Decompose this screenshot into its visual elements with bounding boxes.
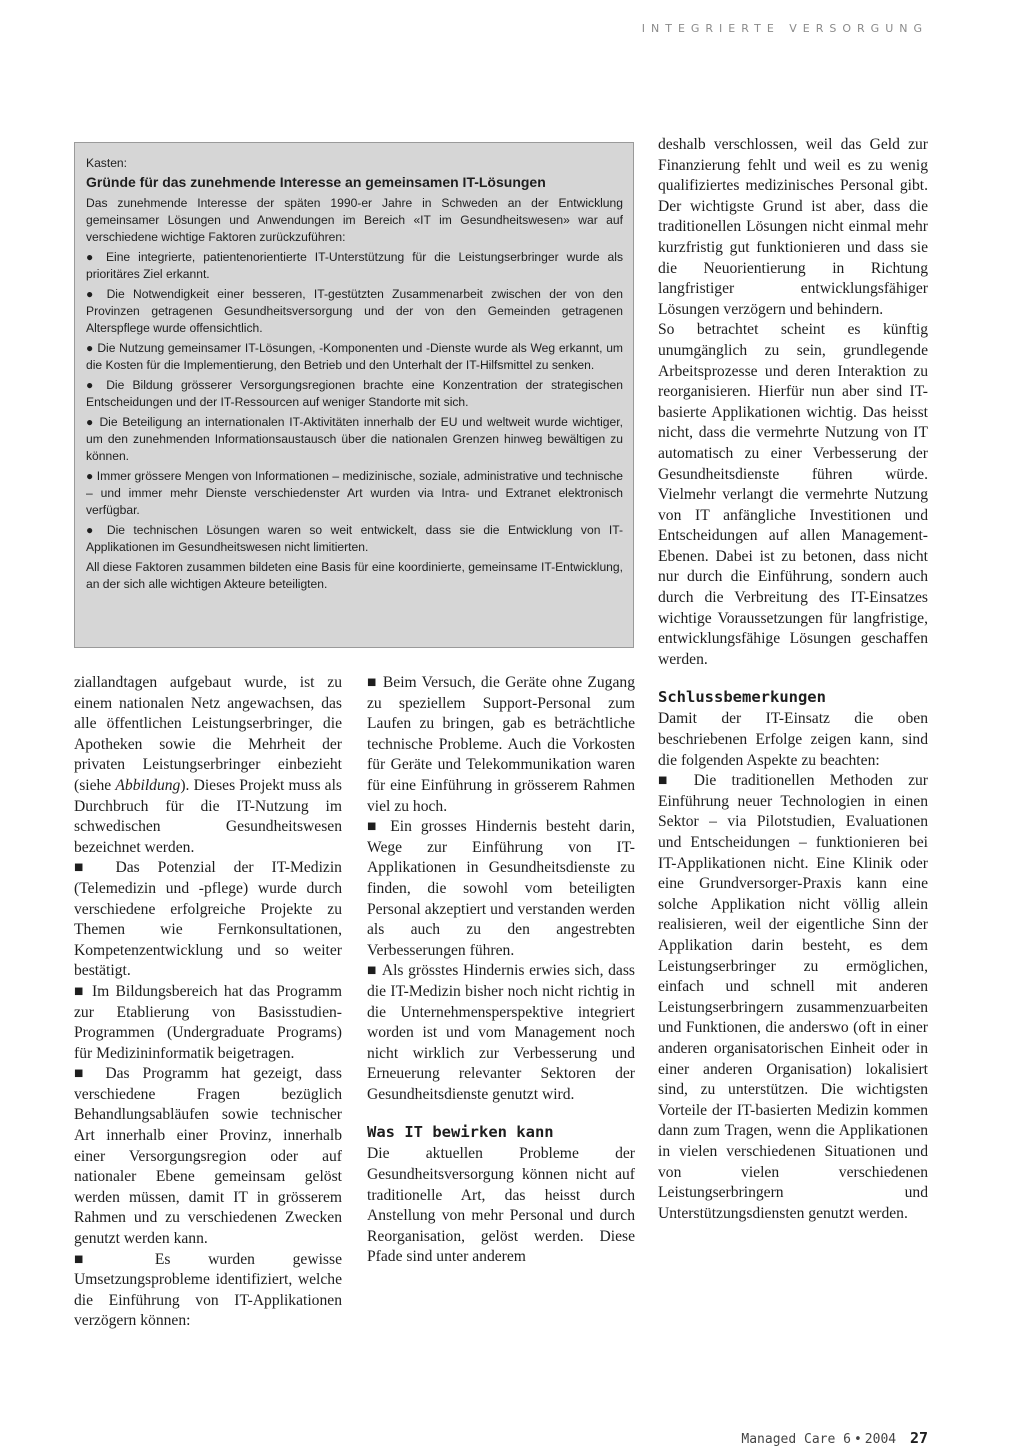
box-intro: Das zunehmende Interesse der späten 1990-er Jahre in Schweden an der Entwicklung gemeinsamer Lösungen und Anwendungen im Bereich «IT im Gesundheitswesen» war auf verschiedene wichtige Faktoren zurückzuführen: (86, 196, 623, 244)
bullet-paragraph: ■ Das Potenzial der IT-Medizin (Telemedizin und -pflege) wurde durch verschiedene erfolgreiche Projekte zu Themen wie Fernkonsultationen, Kompetenzentwicklung und so weiter bestätigt. (74, 858, 342, 982)
bullet-paragraph: ■ Es wurden gewisse Umsetzungsprobleme identifiziert, welche die Einführung von IT-Applikationen verzögern können: (74, 1250, 342, 1332)
box-list-item: ● Die Notwendigkeit einer besseren, IT-gestützten Zusammenarbeit zwischen der von den Provinzen getragenen Gesundheitsversorgung und der von den Gemeinden getragenen Alterspflege wurde offensichtlich. (86, 286, 623, 337)
paragraph: Die aktuellen Probleme der Gesundheitsversorgung können nicht auf traditionelle Art, das heisst durch Anstellung von mehr Personal und durch Reorganisation, gelöst werden. Diese Pfade sind unter anderem (367, 1145, 635, 1266)
paragraph (74, 673, 342, 858)
text-column-1 (74, 673, 342, 1393)
footer-separator: • (853, 1432, 862, 1447)
box-title: Gründe für das zunehmende Interesse an gemeinsamen IT-Lösungen (86, 174, 546, 190)
bullet-paragraph: ■ Im Bildungsbereich hat das Programm zur Etablierung von Basisstudien-Programmen (Undergraduate Programs) für Medizininformatik beigetragen. (74, 982, 342, 1064)
box-label: Kasten: (86, 156, 128, 170)
journal-name: Managed Care (741, 1432, 836, 1447)
bullet-paragraph: ■ Beim Versuch, die Geräte ohne Zugang zu speziellem Support-Personal zum Laufen zu bringen, gab es beträchtliche technische Probleme. Auch die Vorkosten für Geräte und Telekommunikation waren für eine Einführung in grösserem Rahmen viel zu hoch. (367, 673, 635, 817)
figure-reference: Abbildung (115, 776, 181, 794)
section-heading: Was IT bewirken kann (367, 1123, 554, 1142)
text-column-3 (658, 135, 928, 1395)
box-closing: All diese Faktoren zusammen bildeten eine Basis für eine koordinierte, gemeinsame IT-Entwicklung, an der sich alle wichtigen Akteure beteiligten. (86, 560, 623, 591)
issue-number: 6 (843, 1432, 851, 1447)
bullet-paragraph: ■ Als grösstes Hindernis erwies sich, dass die IT-Medizin bisher noch nicht richtig in die Unternehmensperspektive integriert worden ist und vom Management noch nicht wirklich zur Verbesserung und Erneuerung relevanter Sektoren der Gesundheitsdienste genutzt wird. (367, 961, 635, 1105)
section-heading: Schlussbemerkungen (658, 688, 826, 707)
bullet-paragraph: ■ Das Programm hat gezeigt, dass verschiedene Fragen bezüglich Behandlungsabläufen sowie technischer Art innerhalb einer Provinz, innerhalb einer Versorgungsregion oder auf nationaler Ebene gemeinsam gelöst werden müssen, damit IT in grösserem Rahmen und zu verschiedenen Zwecken genutzt werden kann. (74, 1064, 342, 1249)
info-box (74, 142, 634, 648)
box-list-item: ● Die technischen Lösungen waren so weit entwickelt, dass sie die Entwicklung von IT-Applikationen im Gesundheitswesen nicht limitierten. (86, 522, 623, 556)
paragraph-text: ). Dieses Projekt muss als Durchbruch für die IT-Nutzung im schwedischen Gesundheitswesen bezeichnet werden. (74, 776, 342, 856)
paragraph-text: ziallandtagen aufgebaut wurde, ist zu einem nationalen Netz angewachsen, das alle öffentlichen Leistungserbringer, die Apotheken sowie die Mehrheit der privaten Leistungserbringer einbezieht (siehe (74, 674, 342, 794)
box-list-item: ● Die Beteiligung an internationalen IT-Aktivitäten innerhalb der EU und weltweit wurde wichtiger, um den zunehmenden Informationsaustausch über die nationalen Grenzen hinweg bewältigen zu können. (86, 414, 623, 465)
bullet-paragraph: ■ Die traditionellen Methoden zur Einführung neuer Technologien in einen Sektor – via Pilotstudien, Evaluationen und Entscheidungen – funktionieren bei IT-Applikationen nicht. Eine Klinik oder eine Grundversorger-Praxis kann eine solche Applikation nicht völlig allein realisieren, weil der eigentliche Sinn der Applikation darin besteht, es dem Leistungserbringer zu ermöglichen, einfach und schnell mit anderen Leistungserbringern zusammenzuarbeiten und Funktionen, die anderswo (oft in einer anderen organisatorischen Einheit oder in einer anderen Organisation) lokalisiert sind, zu unterstützen. Die wichtigsten Vorteile der IT-basierten Medizin kommen dann zum Tragen, wenn die Applikationen in vielen verschiedenen Situationen und von vielen verschiedenen Leistungserbringern und Unterstützungsdiensten genutzt werden. (658, 771, 928, 1224)
page-footer (741, 1429, 928, 1447)
issue-year: 2004 (864, 1432, 897, 1447)
text-column-2 (367, 673, 635, 1393)
box-list-item: ● Die Nutzung gemeinsamer IT-Lösungen, -Komponenten und -Dienste wurde als Weg erkannt, um die Kosten für die Implementierung, den Betrieb und den Unterhalt der IT-Hilfsmittel zu senken. (86, 340, 623, 374)
paragraph: Damit der IT-Einsatz die oben beschriebenen Erfolge zeigen kann, sind die folgenden Aspekte zu beachten: (658, 710, 928, 769)
bullet-paragraph: ■ Ein grosses Hindernis besteht darin, Wege zur Einführung von IT-Applikationen in Gesundheitsdienste zu finden, die sowohl vom beteiligten Personal akzeptiert und verstanden werden als auch zu den angestrebten Verbesserungen führen. (367, 817, 635, 961)
box-list-item: ● Immer grössere Mengen von Informationen – medizinische, soziale, administrative und technische – und immer mehr Dienste verschiedenster Art wurden via Intra- und Extranet elektronisch verfügbar. (86, 468, 623, 519)
box-list-item: ● Die Bildung grösserer Versorgungsregionen brachte eine Konzentration der strategischen Entscheidungen und der IT-Ressourcen auf weniger Standorte mit sich. (86, 377, 623, 411)
paragraph: deshalb verschlossen, weil das Geld zur Finanzierung fehlt und weil es zu wenig qualifiziertes medizinisches Personal gibt. Der wichtigste Grund ist aber, dass die traditionellen Lösungen nicht einmal mehr kurzfristig gut funktionieren und dass sie die Neuorientierung in Richtung langfristiger entwicklungsfähiger Lösungen verzögern und behindern. (658, 136, 928, 318)
box-list-item: ● Eine integrierte, patientenorientierte IT-Unterstützung für die Leistungserbringer wurde als prioritäres Ziel erkannt. (86, 249, 623, 283)
paragraph: So betrachtet scheint es künftig unumgänglich zu sein, grundlegende Arbeitsprozesse und deren Interaktion zu reorganisieren. Hierfür nun aber sind IT-basierte Applikationen wichtig. Das heisst nicht, dass die vermehrte Nutzung von IT automatisch zu einer Verbesserung der Gesundheitsdienste führen würde. Vielmehr verlangt die vermehrte Nutzung von IT anfängliche Investitionen und Entscheidungen auf allen Management-Ebenen. Dabei ist zu betonen, dass nicht nur durch die Einführung, sondern auch durch die Verbreitung des IT-Einsatzes wichtige Voraussetzungen für langfristige, entwicklungsfähige Lösungen geschaffen werden. (658, 321, 928, 668)
running-head: INTEGRIERTE VERSORGUNG (641, 22, 928, 35)
page-number: 27 (909, 1429, 928, 1447)
